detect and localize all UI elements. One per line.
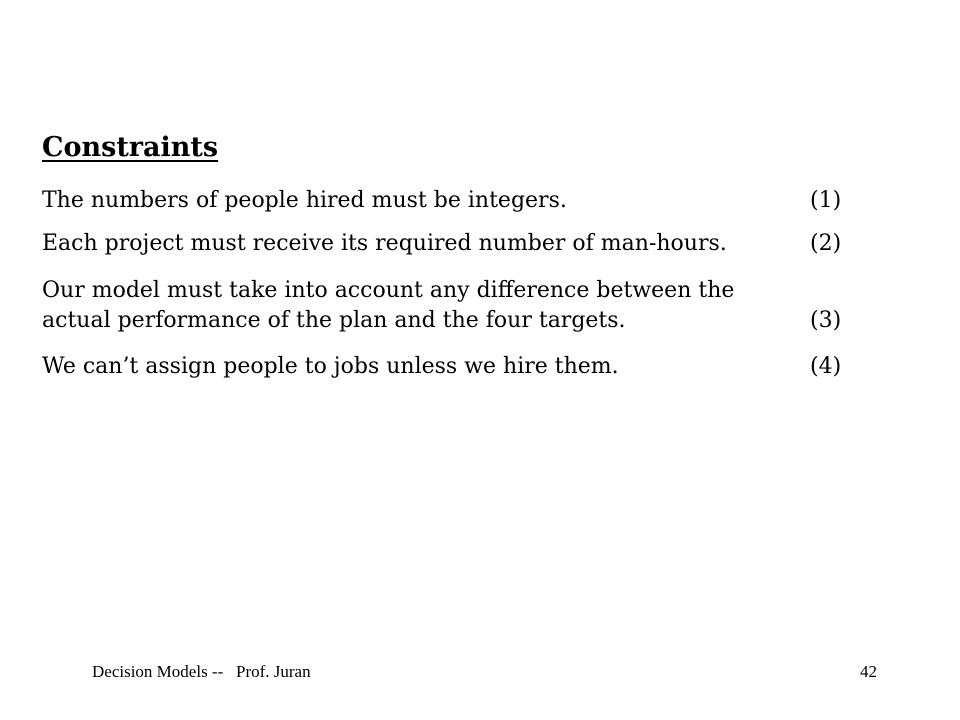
constraint-number: (2) bbox=[810, 231, 842, 256]
constraint-item-1 bbox=[42, 186, 842, 216]
constraint-line bbox=[42, 352, 842, 382]
slide-heading: Constraints bbox=[42, 132, 219, 163]
footer-page-number: 42 bbox=[860, 662, 877, 681]
constraint-text: We can’t assign people to jobs unless we hire them. bbox=[42, 354, 619, 379]
constraint-number: (4) bbox=[810, 354, 842, 379]
constraint-number: (1) bbox=[810, 188, 842, 213]
constraint-item-4 bbox=[42, 352, 842, 382]
constraint-text: Our model must take into account any difference between the bbox=[42, 278, 735, 303]
constraint-line bbox=[42, 229, 842, 259]
constraint-line bbox=[42, 276, 842, 306]
constraint-text: The numbers of people hired must be integers. bbox=[42, 188, 567, 213]
constraint-line bbox=[42, 306, 842, 336]
constraint-text: actual performance of the plan and the four targets. bbox=[42, 308, 626, 333]
constraint-item-2 bbox=[42, 229, 842, 259]
constraint-item-3 bbox=[42, 276, 842, 336]
constraint-number: (3) bbox=[810, 308, 842, 333]
footer-course-label: Decision Models -- Prof. Juran bbox=[92, 662, 311, 681]
constraint-text: Each project must receive its required number of man-hours. bbox=[42, 231, 727, 256]
constraint-line bbox=[42, 186, 842, 216]
